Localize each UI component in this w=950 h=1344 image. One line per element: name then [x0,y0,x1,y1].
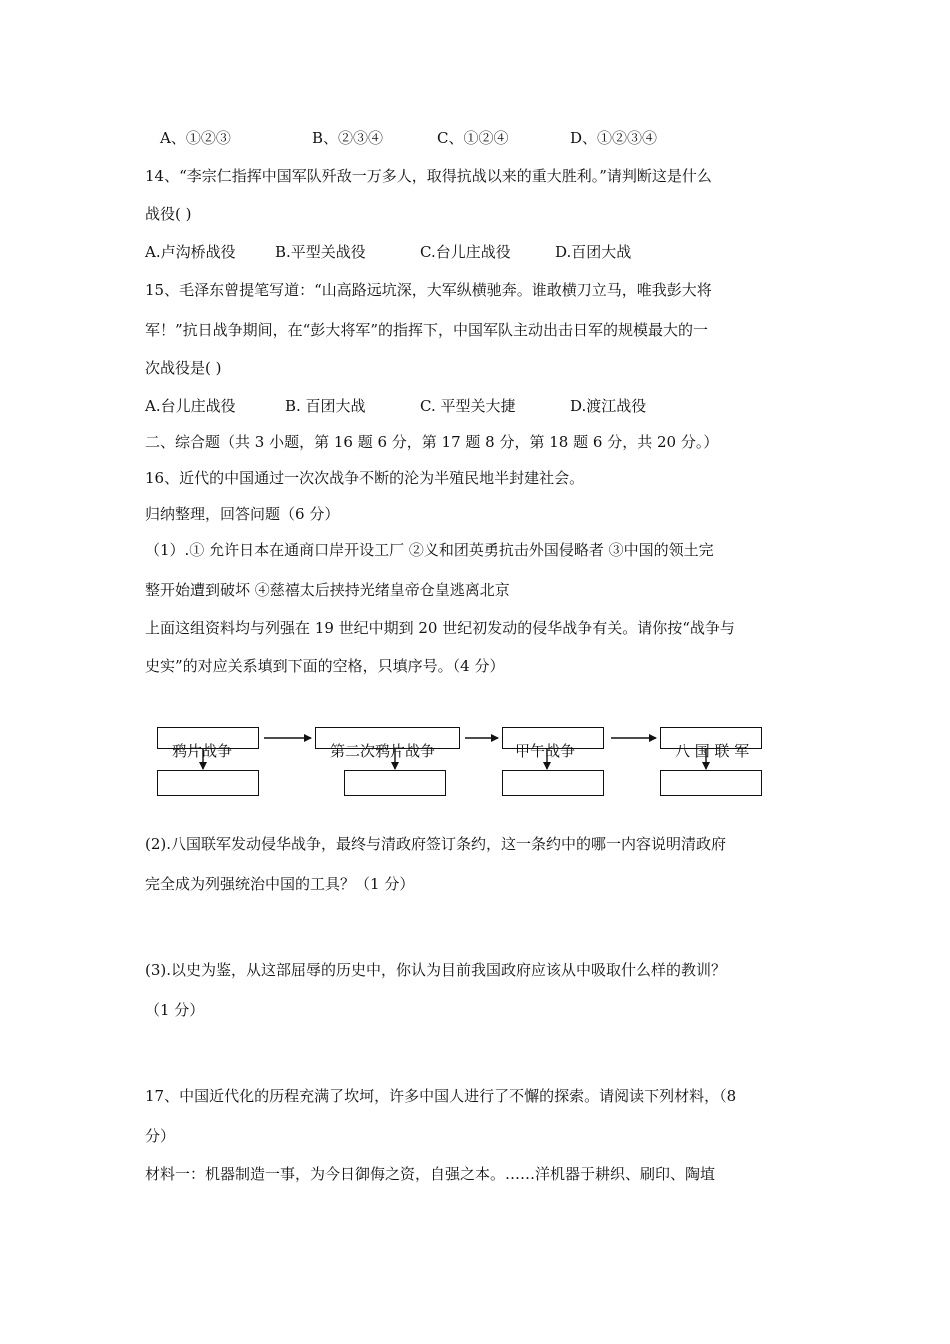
q15-option-d: D.渡江战役 [570,397,647,415]
q17-material1: 材料一：机器制造一事，为今日御侮之资，自强之本。……洋机器于耕织、刷印、陶埴 [145,1165,716,1183]
q16-intro: 16、近代的中国通过一次次战争不断的沦为半殖民地半封建社会。 [145,469,585,487]
q14-option-d: D.百团大战 [555,243,632,261]
q17-stem-line1: 17、中国近代化的历程充满了坎坷，许多中国人进行了不懈的探索。请阅读下列材料，（8 [145,1087,737,1105]
q16-part3-line1: (3).以史为鉴，从这部屈辱的历史中，你认为目前我国政府应该从中吸取什么样的教训？ [145,961,727,979]
q15-option-c: C. 平型关大捷 [420,397,516,415]
q15-option-b: B. 百团大战 [285,397,366,415]
q14-option-c: C.台儿庄战役 [420,243,511,261]
q16-part2-line1: (2).八国联军发动侵华战争，最终与清政府签订条约，这一条约中的哪一内容说明清政府 [145,835,727,853]
q13-option-a: A、①②③ [160,129,231,147]
q14-stem-line2: 战役( ) [145,205,192,223]
q15-stem-line1: 15、毛泽东曾提笔写道：“山高路远坑深，大军纵横驰奔。谁敢横刀立马，唯我彭大将 [145,281,712,299]
q13-option-d: D、①②③④ [570,129,658,147]
q17-stem-line2: 分） [145,1127,176,1145]
q15-option-a: A.台儿庄战役 [145,397,236,415]
q16-part3-line2: （1 分） [145,1001,205,1019]
q16-part1-line1: （1）.① 允许日本在通商口岸开设工厂 ②义和团英勇抗击外国侵略者 ③中国的领土完 [145,541,714,559]
q14-stem-line1: 14、“李宗仁指挥中国军队歼敌一万多人，取得抗战以来的重大胜利。”请判断这是什么 [145,167,712,185]
section-title: 二、综合题（共 3 小题，第 16 题 6 分，第 17 题 8 分，第 18 题 6 分，共 20 分。） [145,433,719,451]
war-label-sino-japanese: 甲午战争 [515,742,576,760]
q15-stem-line2: 军！”抗日战争期间，在“彭大将军”的指挥下，中国军队主动出击日军的规模最大的一 [145,321,709,339]
q15-stem-line3: 次战役是( ) [145,359,222,377]
war-label-eight-nation: 八 国 联 军 [675,742,750,760]
q16-part1-line4: 史实”的对应关系填到下面的空格，只填序号。（4 分） [145,657,505,675]
q14-option-b: B.平型关战役 [275,243,366,261]
q16-instruction: 归纳整理，回答问题（6 分） [145,505,340,523]
q16-part2-line2: 完全成为列强统治中国的工具？（1 分） [145,875,415,893]
war-label-opium: 鸦片战争 [172,742,233,760]
war-label-second-opium: 第二次鸦片战争 [330,742,436,760]
q14-option-a: A.卢沟桥战役 [145,243,236,261]
q16-part1-line3: 上面这组资料均与列强在 19 世纪中期到 20 世纪初发动的侵华战争有关。请你按“战争与 [145,619,735,637]
q16-part1-line2: 整开始遭到破坏 ④慈禧太后挟持光绪皇帝仓皇逃离北京 [145,581,510,599]
q13-option-b: B、②③④ [312,129,384,147]
q13-option-c: C、①②④ [437,129,509,147]
